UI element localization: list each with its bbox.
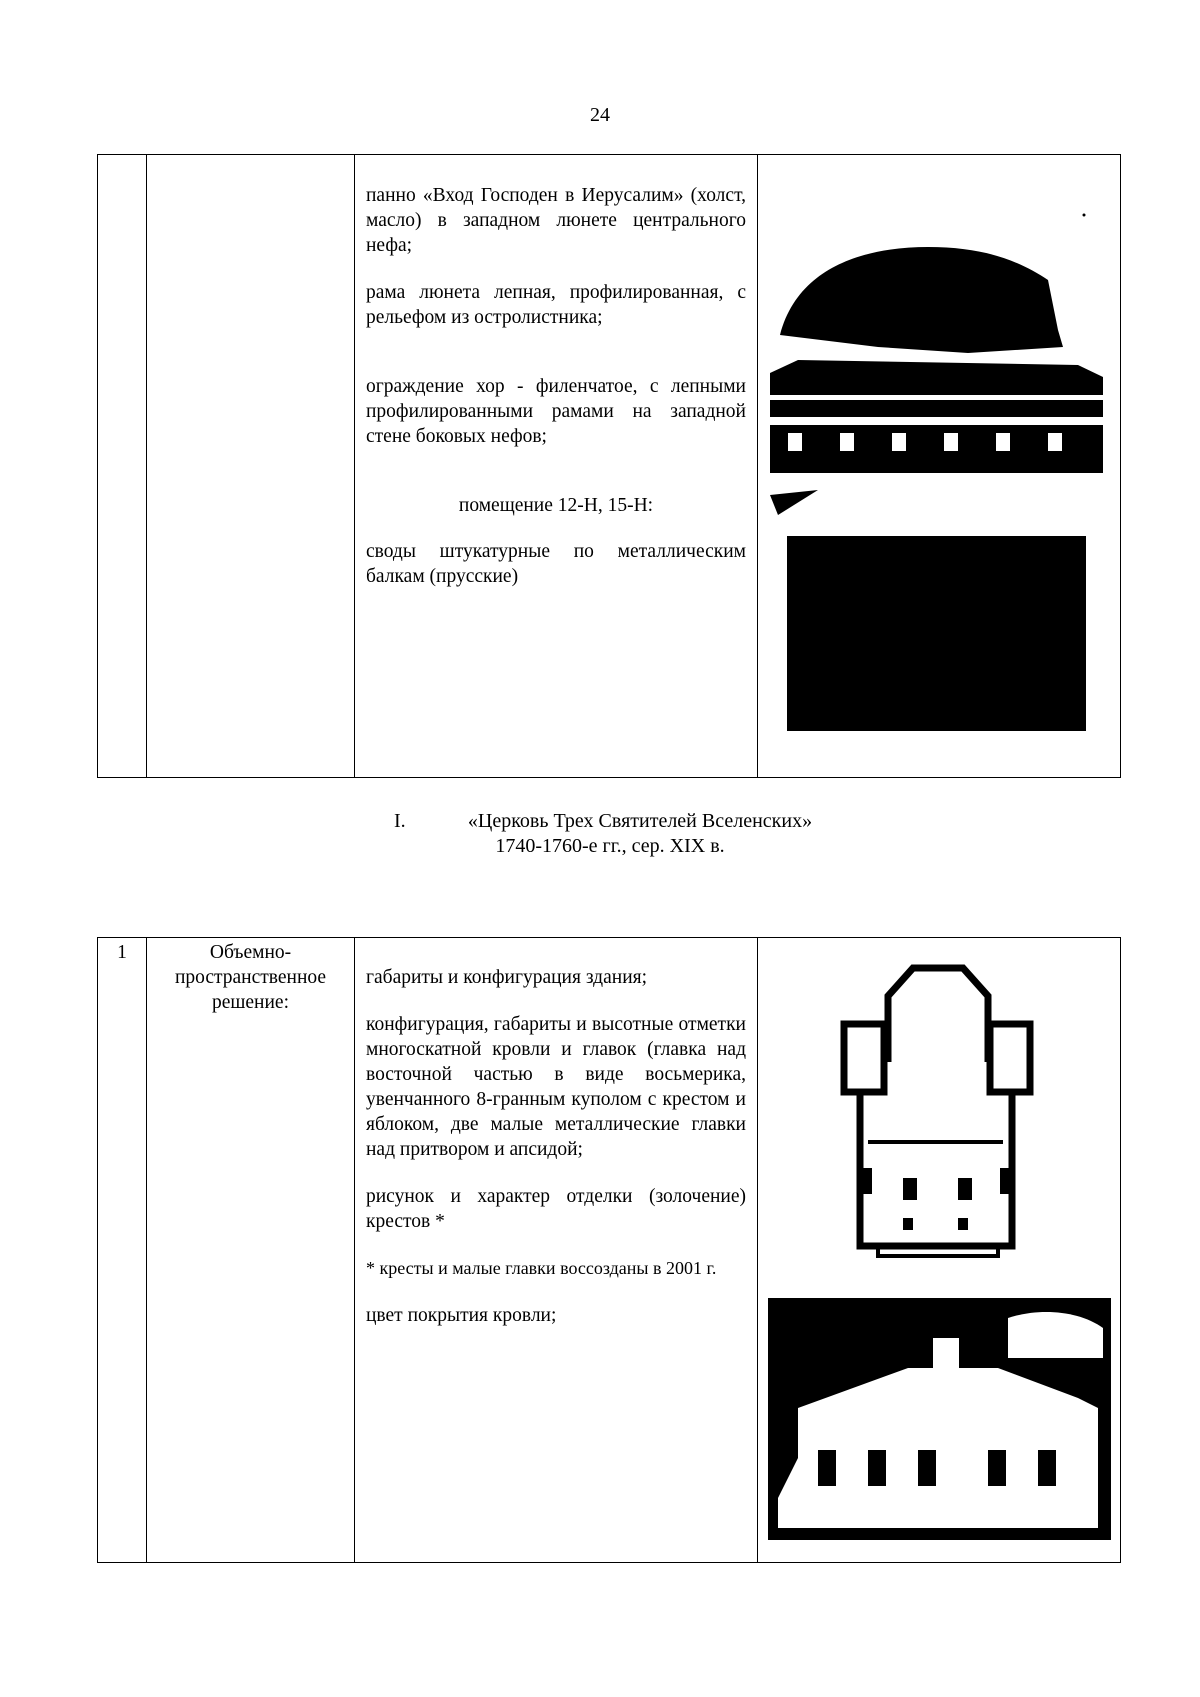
row-number-cell <box>98 938 147 1563</box>
choir-railing-photo <box>770 360 1103 515</box>
category-cell <box>147 938 355 1563</box>
object-table <box>97 937 1121 1563</box>
crosses-text: рисунок и характер отделки (золочение) крестов * <box>366 1186 746 1232</box>
rooms-heading: помещение 12-Н, 15-Н: <box>458 495 654 516</box>
vaults-text: своды штукатурные по металлическим балкам (прусские) <box>366 541 746 587</box>
floor-plan-drawing <box>844 968 1030 1256</box>
lunette-frame-text: рама люнета лепная, профилированная, с рельефом из остролистника; <box>366 282 746 328</box>
description-cell <box>355 155 758 778</box>
category-label: Объемно-пространственное решение: <box>174 942 327 1013</box>
image-cell <box>758 155 1121 778</box>
dimensions-text: габариты и конфигурация здания; <box>366 967 648 988</box>
category-cell <box>147 155 355 778</box>
roof-color-text: цвет покрытия кровли; <box>366 1305 557 1326</box>
image-cell <box>758 938 1121 1563</box>
lunette-painting-text: панно «Вход Господен в Иерусалим» (холст, масло) в западном люнете центрального нефа; <box>366 185 746 256</box>
vault-photo <box>787 536 1086 731</box>
section-dates: 1740-1760-е гг., сер. XIX в. <box>495 835 725 857</box>
interior-photos <box>758 155 1120 775</box>
section-heading <box>0 809 1200 859</box>
description-cell <box>355 938 758 1563</box>
row-number: 1 <box>117 942 127 963</box>
restoration-note: * кресты и малые главки воссозданы в 2001 г. <box>366 1258 717 1278</box>
section-title: «Церковь Трех Святителей Вселенских» <box>467 810 813 832</box>
page-number: 24 <box>590 104 610 126</box>
continuation-table <box>97 154 1121 778</box>
row-number-cell <box>98 155 147 778</box>
church-photo <box>768 1298 1111 1540</box>
church-images <box>758 938 1120 1560</box>
lunette-photo <box>780 247 1063 353</box>
section-numeral: I. <box>394 810 406 832</box>
choir-railing-text: ограждение хор - филенчатое, с лепными профилированными рамами на западной стене боковых нефов; <box>366 376 746 447</box>
roof-config-text: конфигурация, габариты и высотные отметки многоскатной кровли и главок (главка над восточной частью в виде восьмерика, увенчанного 8-гранным куполом с крестом и яблоком, две малые металлические главки над притвором и апсидой; <box>366 1014 746 1160</box>
